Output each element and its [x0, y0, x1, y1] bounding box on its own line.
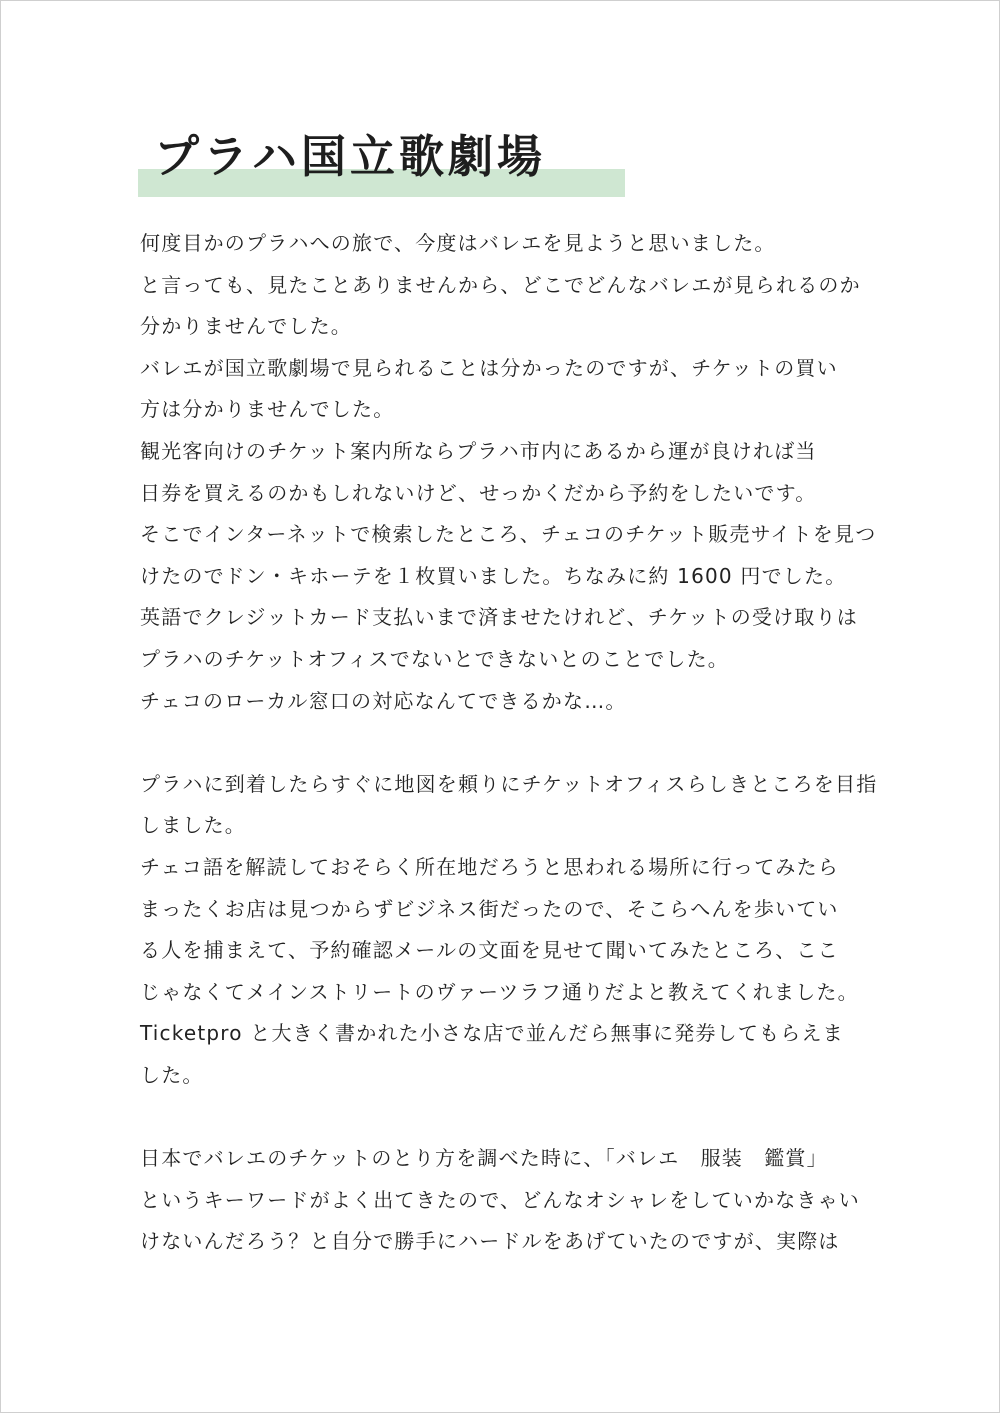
text-line: バレエが国立歌劇場で見られることは分かったのですが、チケットの買い	[140, 355, 838, 380]
text-line: る人を捕まえて、予約確認メールの文面を見せて聞いてみたところ、ここ	[140, 938, 839, 963]
text-line: そこでインターネットで検索したところ、チェコのチケット販売サイトを見つ	[140, 522, 877, 547]
text-line: しました。	[140, 813, 246, 838]
text-line: けたのでドン・キホーテを１枚買いました。ちなみに約 1600 円でした。	[140, 563, 847, 588]
text-line: プラハのチケットオフィスでないとできないとのことでした。	[140, 646, 729, 671]
title-block	[138, 125, 625, 201]
text-line: した。	[140, 1062, 204, 1087]
text-line: と言っても、見たことありませんから、どこでどんなバレエが見られるのか	[140, 272, 861, 297]
paragraph-gap	[140, 1096, 870, 1138]
text-line: まったくお店は見つからずビジネス街だったので、そこらへんを歩いてい	[140, 896, 839, 921]
text-line: 方は分かりませんでした。	[140, 397, 395, 422]
text-line: プラハに到着したらすぐに地図を頼りにチケットオフィスらしきところを目指	[140, 771, 878, 796]
text-line: じゃなくてメインストリートのヴァーツラフ通りだよと教えてくれました。	[140, 979, 859, 1004]
paragraph-gap	[140, 722, 870, 764]
text-line: チェコ語を解読しておそらく所在地だろうと思われる場所に行ってみたら	[140, 854, 839, 879]
text-line: けないんだろう？と自分で勝手にハードルをあげていたのですが、実際は	[140, 1229, 840, 1254]
text-line: Ticketpro と大きく書かれた小さな店で並んだら無事に発券してもらえま	[140, 1021, 844, 1046]
text-line: 日券を買えるのかもしれないけど、せっかくだから予約をしたいです。	[140, 480, 817, 505]
text-line: 何度目かのプラハへの旅で、今度はバレエを見ようと思いました。	[140, 231, 776, 255]
text-line: 分かりませんでした。	[140, 314, 352, 339]
text-line: というキーワードがよく出てきたので、どんなオシャレをしていかなきゃい	[140, 1187, 860, 1212]
text-line: 観光客向けのチケット案内所ならプラハ市内にあるから運が良ければ当	[140, 438, 817, 463]
text-line: 日本でバレエのチケットのとり方を調べた時に、「バレエ 服装 鑑賞」	[140, 1146, 828, 1171]
page-title: プラハ国立歌劇場	[154, 130, 547, 183]
text-line: 英語でクレジットカード支払いまで済ませたけれど、チケットの受け取りは	[140, 605, 858, 630]
text-line: チェコのローカル窓口の対応なんてできるかな…。	[140, 688, 627, 713]
body-text	[140, 223, 878, 1263]
